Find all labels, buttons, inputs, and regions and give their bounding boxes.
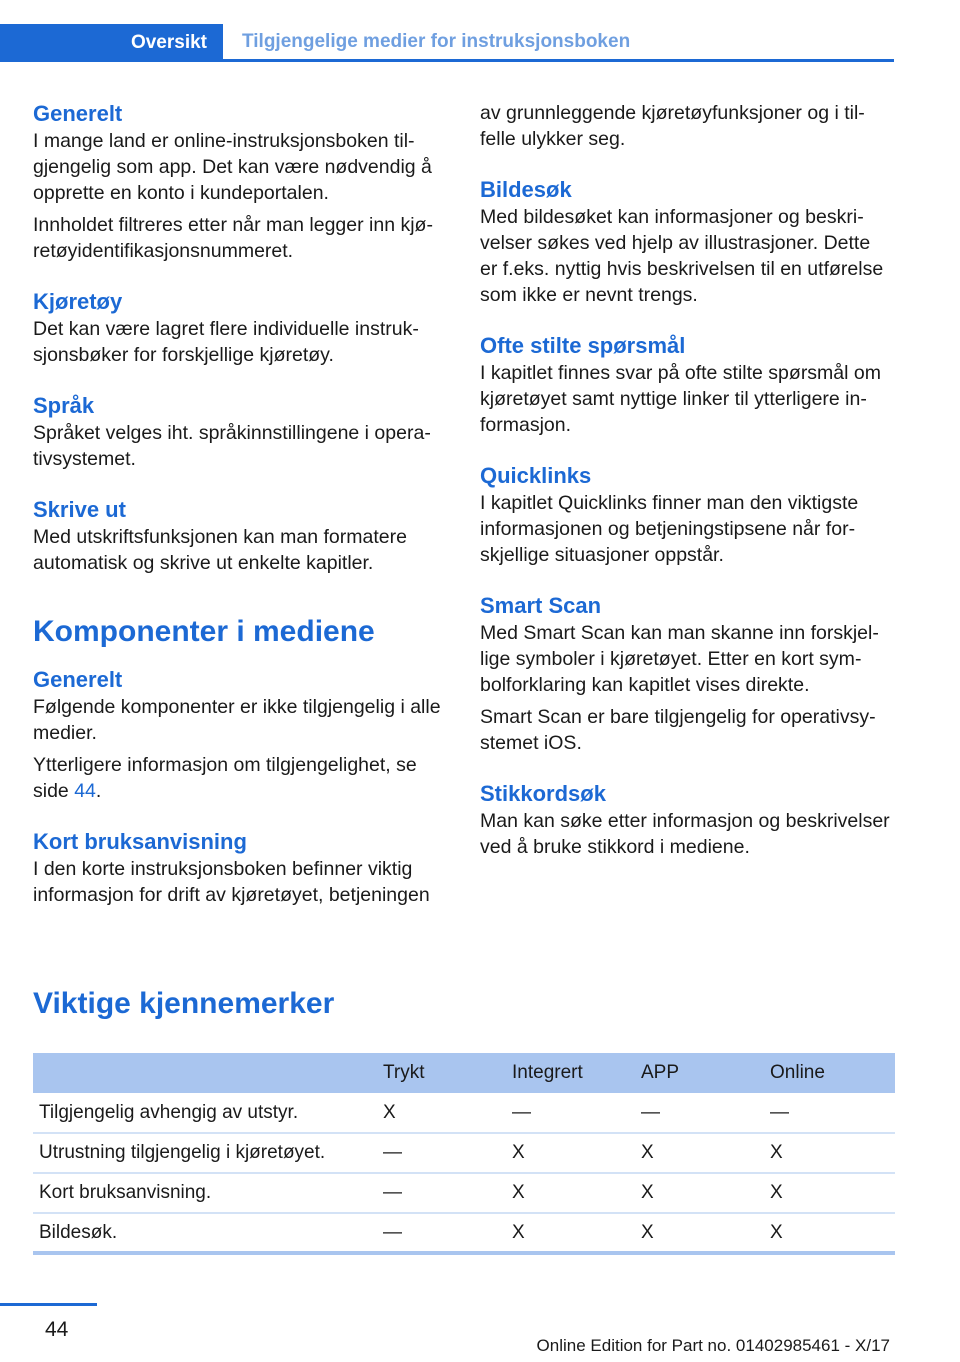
edition-text: Online Edition for Part no. 01402985461 - X/17 bbox=[536, 1336, 890, 1355]
table-cell: X bbox=[635, 1213, 764, 1253]
paragraph-continuation: av grunnleggende kjøretøyfunksjoner og i tilfelle ulykker seg. bbox=[480, 102, 865, 150]
page-number: 44 bbox=[45, 1318, 69, 1341]
table-header-online: Online bbox=[764, 1053, 895, 1093]
table-row bbox=[33, 1213, 895, 1253]
table-cell: X bbox=[635, 1173, 764, 1213]
table-cell: X bbox=[764, 1173, 895, 1213]
table-row bbox=[33, 1093, 895, 1133]
paragraph-smart-scan-2: Smart Scan er bare tilgjengelig for operativsystemet iOS. bbox=[480, 706, 876, 754]
paragraph-sprak: Språket velges iht. språkinnstillingene i operativsystemet. bbox=[33, 422, 431, 470]
page-header bbox=[0, 24, 894, 62]
chapter-tab-overview: Oversikt bbox=[0, 24, 223, 62]
table-cell: — bbox=[635, 1093, 764, 1133]
heading-generelt: Generelt bbox=[33, 101, 123, 126]
paragraph-generelt-1: I mange land er online-instruksjonsboken tilgjengelig som app. Det kan være nødvendig å opprette en konto i kundeportalen. bbox=[33, 130, 432, 204]
heading-kort-bruksanvisning: Kort bruksanvisning bbox=[33, 829, 247, 854]
table-cell: Utrustning tilgjengelig i kjøretøyet. bbox=[33, 1133, 377, 1173]
heading-ofte-stilte: Ofte stilte spørsmål bbox=[480, 333, 686, 358]
paragraph-kjoretoy: Det kan være lagret flere individuelle instruksjonsbøker for forskjellige kjøretøy. bbox=[33, 318, 419, 366]
page-link-44[interactable]: 44 bbox=[74, 780, 96, 802]
table-cell: Kort bruksanvisning. bbox=[33, 1173, 377, 1213]
heading-kjoretoy: Kjøretøy bbox=[33, 289, 123, 314]
paragraph-quicklinks: I kapitlet Quicklinks finner man den viktigste informasjonen og betjeningstipsene når forskjellige situasjoner oppstår. bbox=[480, 492, 859, 566]
heading-generelt-2: Generelt bbox=[33, 667, 123, 692]
table-cell: Tilgjengelig avhengig av utstyr. bbox=[33, 1093, 377, 1133]
table-row bbox=[33, 1173, 895, 1213]
table-cell: — bbox=[377, 1213, 506, 1253]
paragraph-kort-bruksanvisning: I den korte instruksjonsboken befinner viktig informasjon for drift av kjøretøyet, betjeningen bbox=[33, 858, 430, 906]
right-column bbox=[480, 100, 892, 860]
heading-komponenter: Komponenter i mediene bbox=[33, 615, 375, 648]
table-cell: X bbox=[764, 1133, 895, 1173]
paragraph-skrive-ut: Med utskriftsfunksjonen kan man formatere automatisk og skrive ut enkelte kapitler. bbox=[33, 526, 407, 574]
table-cell: X bbox=[377, 1093, 506, 1133]
table-cell: — bbox=[377, 1133, 506, 1173]
table-header-integrert: Integrert bbox=[506, 1053, 635, 1093]
paragraph-bildesok: Med bildesøket kan informasjoner og beskrivelser søkes ved hjelp av illustrasjoner. Dette er f.eks. nyttig hvis beskrivelsen til en utførelse som ikke er nevnt trengs. bbox=[480, 206, 884, 306]
heading-viktige-kjennemerker: Viktige kjennemerker bbox=[33, 987, 335, 1020]
section-tab-media: Tilgjengelige medier for instruksjonsboken bbox=[242, 30, 631, 52]
table-header-trykt: Trykt bbox=[377, 1053, 506, 1093]
paragraph-smart-scan-1: Med Smart Scan kan man skanne inn forskjellige symboler i kjøretøyet. Etter en kort symbolforklaring kan kapitlet vises direkte. bbox=[480, 622, 879, 696]
paragraph-generelt2-2-end: . bbox=[95, 780, 102, 802]
header-rule bbox=[0, 59, 894, 62]
table-row bbox=[33, 1133, 895, 1173]
table-cell: X bbox=[506, 1173, 635, 1213]
heading-stikkordsok: Stikkordsøk bbox=[480, 781, 606, 806]
table-cell: X bbox=[635, 1133, 764, 1173]
table-cell: X bbox=[506, 1133, 635, 1173]
heading-quicklinks: Quicklinks bbox=[480, 463, 592, 488]
features-table bbox=[33, 1053, 895, 1255]
table-cell: Bildesøk. bbox=[33, 1213, 377, 1253]
footer-rule bbox=[0, 1303, 97, 1306]
paragraph-generelt-2: Innholdet filtreres etter når man legger inn kjøretøyidentifikasjonsnummeret. bbox=[33, 214, 433, 262]
table-header-row bbox=[33, 1053, 895, 1093]
heading-sprak: Språk bbox=[33, 393, 95, 418]
table-cell: — bbox=[764, 1093, 895, 1133]
heading-smart-scan: Smart Scan bbox=[480, 593, 602, 618]
table-cell: — bbox=[506, 1093, 635, 1133]
table-cell: X bbox=[764, 1213, 895, 1253]
left-column bbox=[33, 100, 445, 908]
paragraph-generelt2-1: Følgende komponenter er ikke tilgjengelig i alle medier. bbox=[33, 696, 441, 744]
paragraph-generelt2-2-text: Ytterligere informasjon om tilgjengelighet, se side bbox=[33, 754, 417, 802]
table-cell: X bbox=[506, 1213, 635, 1253]
table-cell: — bbox=[377, 1173, 506, 1213]
table-header-app: APP bbox=[635, 1053, 764, 1093]
heading-bildesok: Bildesøk bbox=[480, 177, 572, 202]
heading-skrive-ut: Skrive ut bbox=[33, 497, 126, 522]
paragraph-generelt2-2 bbox=[33, 752, 445, 804]
table-header-cell bbox=[33, 1053, 377, 1093]
paragraph-ofte-stilte: I kapitlet finnes svar på ofte stilte spørsmål om kjøretøyet samt nyttige linker til ytterligere informasjon. bbox=[480, 362, 881, 436]
paragraph-stikkordsok: Man kan søke etter informasjon og beskrivelser ved å bruke stikkord i mediene. bbox=[480, 810, 890, 858]
